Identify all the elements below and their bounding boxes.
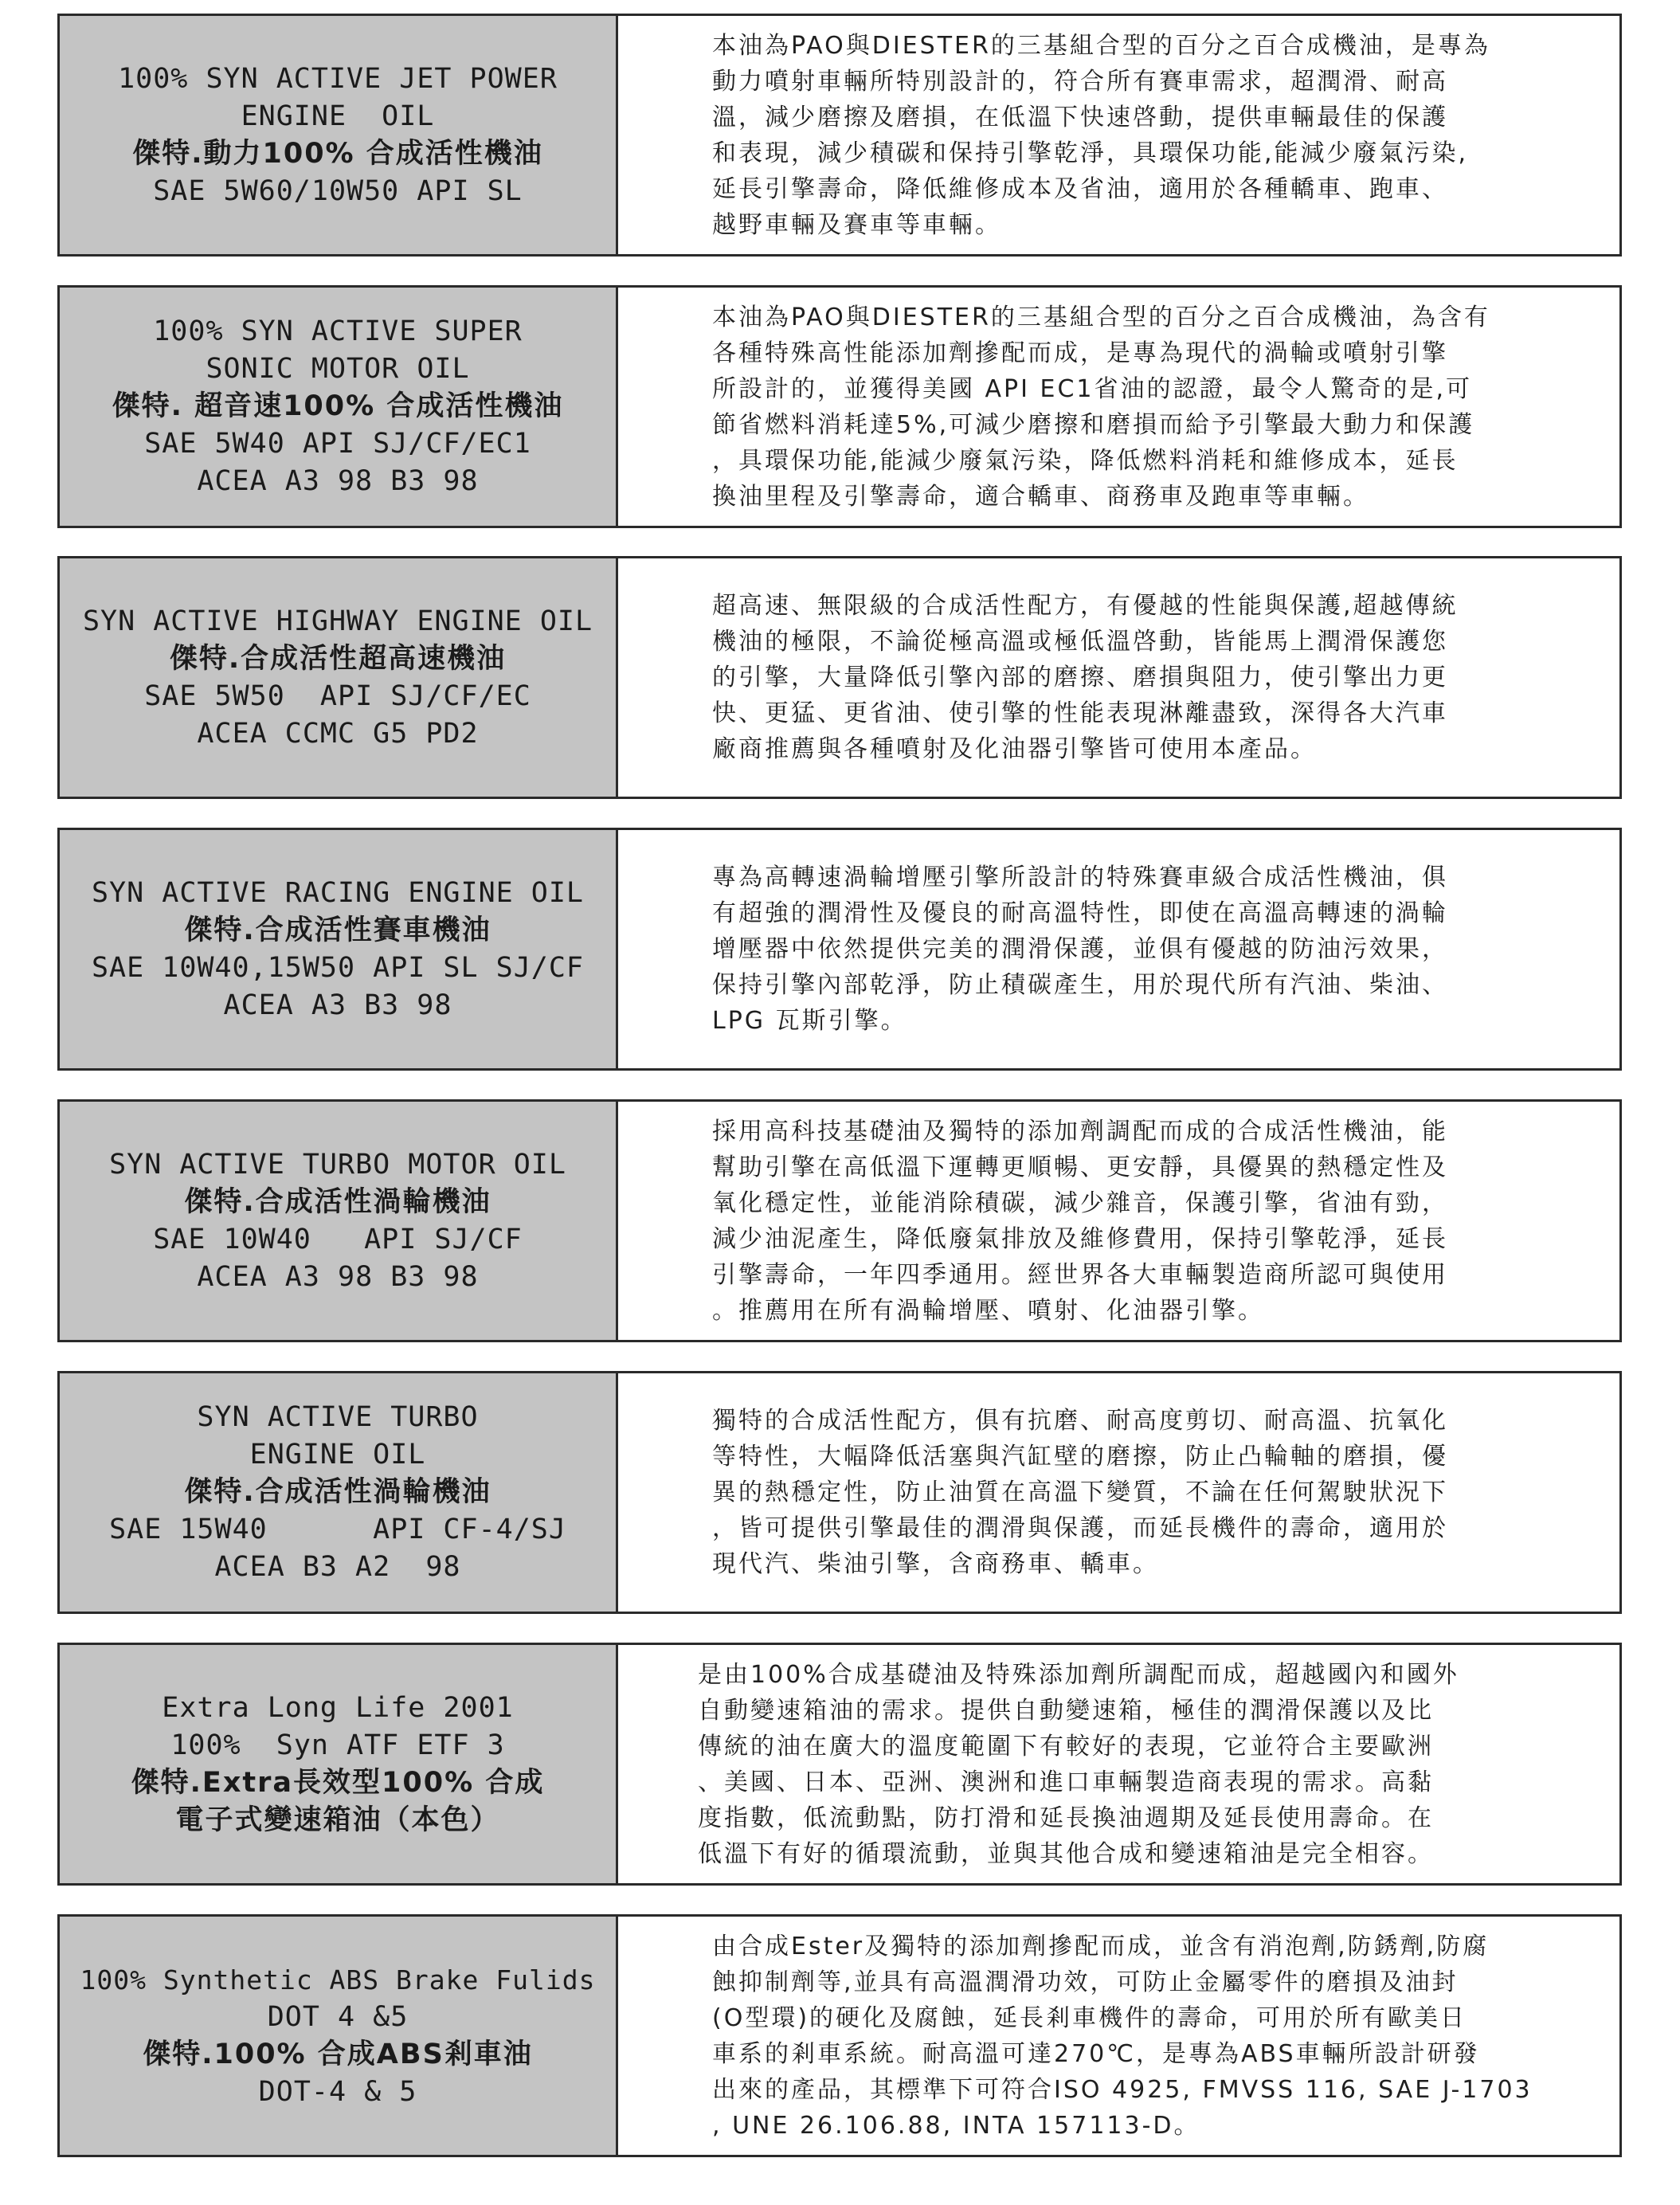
description-line: 度指數，低流動點，防打滑和延長換油週期及延長使用壽命。在 [698,1804,1434,1832]
product-description-panel [618,558,1619,797]
description-line: 減少油泥產生，降低廢氣排放及維修費用，保持引擎乾淨，延長 [712,1224,1448,1253]
product-name-line: 傑特.合成活性賽車機油 [184,914,491,946]
product-name-panel [60,1102,618,1340]
description-line: (O型環)的硬化及腐蝕，延長剎車機件的壽命，可用於所有歐美日 [712,2003,1467,2032]
product-card-jet-power [57,14,1622,257]
description-line: 動力噴射車輛所特別設計的，符合所有賽車需求，超潤滑、耐高 [712,67,1448,96]
product-card-super-sonic [57,285,1622,528]
description-line: 超高速、無限級的合成活性配方，有優越的性能與保護,超越傳統 [712,592,1459,620]
product-name-line: 電子式變速箱油（本色） [175,1804,500,1836]
description-line: 機油的極限，不論從極高溫或極低溫啓動，皆能馬上潤滑保護您 [712,628,1448,656]
product-name-panel [60,1917,618,2155]
description-line: 採用高科技基礎油及獨特的添加劑調配而成的合成活性機油，能 [712,1117,1448,1146]
product-name-line: ACEA A3 98 B3 98 [197,1260,479,1293]
description-line: 快、更猛、更省油、使引擎的性能表現淋離盡致，深得各大汽車 [712,699,1448,727]
description-line: 引擎壽命，一年四季通用。經世界各大車輛製造商所認可與使用 [712,1260,1448,1289]
product-description-panel [618,288,1619,526]
product-name [118,61,558,210]
product-description-panel [618,1373,1619,1612]
description-line: 增壓器中依然提供完美的潤滑保護，並俱有優越的防油污效果， [712,935,1448,963]
product-name-line: ACEA CCMC G5 PD2 [197,717,479,750]
description-line: 自動變速箱油的需求。提供自動變速箱，極佳的潤滑保護以及比 [698,1696,1434,1725]
product-name-line: SAE 5W50 API SJ/CF/EC [144,680,531,712]
product-description [712,1929,1533,2144]
product-name-line: SONIC MOTOR OIL [206,353,470,385]
description-line: 蝕抑制劑等,並具有高溫潤滑功效，可防止金屬零件的磨損及油封 [712,1968,1459,1996]
description-line: ，具環保功能,能減少廢氣污染，降低燃料消耗和維修成本，延長 [712,446,1459,475]
product-description-panel [618,16,1619,254]
product-name-panel [60,830,618,1068]
description-line: LPG 瓦斯引擎。 [712,1007,907,1035]
product-description [698,1657,1459,1872]
description-line: 和表現，減少積碳和保持引擎乾淨，具環保功能,能減少廢氣污染, [712,139,1469,167]
product-card-highway [57,556,1622,799]
description-line: 異的熱穩定性，防止油質在高溫下變質，不論在任何駕駛狀況下 [712,1478,1448,1506]
description-line: 越野車輛及賽車等車輛。 [712,210,1001,239]
description-line: 的引擎，大量降低引擎內部的磨擦、磨損與阻力，使引擎出力更 [712,664,1448,691]
product-name [92,875,584,1024]
description-line: 獨特的合成活性配方，俱有抗磨、耐高度剪切、耐高溫、抗氧化 [712,1407,1448,1435]
product-name-panel [60,288,618,526]
product-description [712,28,1490,243]
product-name-line: ACEA A3 B3 98 [223,989,452,1021]
description-line: 專為高轉速渦輪增壓引擎所設計的特殊賽車級合成活性機油，俱 [712,864,1448,891]
description-line: 各種特殊高性能添加劑摻配而成，是專為現代的渦輪或噴射引擎 [712,339,1448,367]
product-name-line: 傑特.Extra長效型100% 合成 [131,1766,545,1799]
product-description [712,1114,1448,1329]
product-name-line: SAE 15W40 API CF-4/SJ [109,1514,566,1545]
description-line: 保持引擎內部乾淨，防止積碳產生，用於現代所有汽油、柴油、 [712,971,1448,999]
description-line: ，皆可提供引擎最佳的潤滑與保護，而延長機件的壽命，適用於 [712,1514,1448,1542]
product-name-line: SYN ACTIVE HIGHWAY ENGINE OIL [82,605,593,637]
product-description [712,1403,1448,1582]
description-line: 幫助引擎在高低溫下運轉更順暢、更安靜，具優異的熱穩定性及 [712,1153,1448,1181]
product-name-line: SYN ACTIVE TURBO [197,1401,479,1433]
description-line: 傳統的油在廣大的溫度範圍下有較好的表現，它並符合主要歐洲 [698,1732,1434,1760]
product-name-line: ENGINE OIL [249,1439,426,1471]
product-description-panel [618,1645,1619,1883]
product-name-line: 傑特. 超音速100% 合成活性機油 [112,390,564,422]
product-description [712,860,1448,1039]
product-name-panel [60,1373,618,1612]
product-name [109,1146,566,1296]
product-name-line: 傑特.動力100% 合成活性機油 [132,137,543,170]
product-name-line: Extra Long Life 2001 [162,1691,514,1724]
product-name [112,313,564,500]
product-name-line: ACEA B3 A2 98 [214,1551,461,1583]
product-card-turbo-engine [57,1371,1622,1614]
description-line: 本油為PAO與DIESTER的三基組合型的百分之百合成機油，為含有 [712,303,1490,331]
description-line: 換油里程及引擎壽命，適合轎車、商務車及跑車等車輛。 [712,482,1369,511]
product-name-line: 100% SYN ACTIVE JET POWER [118,62,558,95]
product-name-panel [60,558,618,797]
product-name-line: ENGINE OIL [241,100,435,132]
product-name-line: 傑特.合成活性超高速機油 [169,642,507,675]
product-name-panel [60,1645,618,1883]
product-name-line: DOT 4 &5 [267,2000,409,2033]
product-name-line: 100% Synthetic ABS Brake Fulids [80,1964,596,1995]
description-line: 廠商推薦與各種噴射及化油器引擎皆可使用本產品。 [712,735,1317,763]
product-description [712,300,1490,515]
description-line: 由合成Ester及獨特的添加劑摻配而成，並含有消泡劑,防銹劑,防腐 [712,1932,1490,1960]
product-description [712,588,1459,767]
description-line: 本油為PAO與DIESTER的三基組合型的百分之百合成機油，是專為 [712,31,1490,60]
description-line: , UNE 26.106.88, INTA 157113-D。 [712,2111,1200,2140]
product-card-atf [57,1643,1622,1886]
product-name-line: SAE 10W40 API SJ/CF [153,1223,523,1255]
product-name-line: 傑特.合成活性渦輪機油 [184,1185,491,1218]
product-name [131,1690,545,1839]
product-name-line: SYN ACTIVE TURBO MOTOR OIL [109,1148,566,1181]
product-name-line: 100% Syn ATF ETF 3 [170,1729,505,1761]
product-name-line: SAE 5W40 API SJ/CF/EC1 [144,428,531,460]
description-line: 氧化穩定性，並能消除積碳，減少雜音，保護引擎，省油有勁， [712,1189,1448,1217]
product-description-panel [618,1102,1619,1340]
product-name-line: SAE 5W60/10W50 API SL [153,174,523,207]
description-line: 。推薦用在所有渦輪增壓、噴射、化油器引擎。 [712,1296,1264,1325]
description-line: 車系的剎車系統。耐高溫可達270℃，是專為ABS車輛所設計研發 [712,2039,1480,2068]
description-line: 延長引擎壽命，降低維修成本及省油，適用於各種轎車、跑車、 [712,174,1448,203]
description-line: 等特性，大幅降低活塞與汽缸壁的磨擦，防止凸輪軸的磨損，優 [712,1443,1448,1471]
description-line: 溫，減少磨擦及磨損，在低溫下快速啓動，提供車輛最佳的保護 [712,103,1448,131]
product-description-panel [618,830,1619,1068]
product-card-turbo-motor [57,1099,1622,1342]
product-name [80,1961,596,2111]
product-name [109,1399,566,1586]
description-line: 是由100%合成基礎油及特殊添加劑所調配而成，超越國內和國外 [698,1660,1459,1689]
product-name [83,603,593,753]
product-name-panel [60,16,618,254]
product-name-line: 傑特.合成活性渦輪機油 [184,1476,491,1508]
product-name-line: 100% SYN ACTIVE SUPER [153,315,523,347]
product-description-panel [618,1917,1619,2155]
description-line: 出來的產品，其標準下可符合ISO 4925, FMVSS 116, SAE J-1703 [712,2075,1533,2104]
description-line: 所設計的，並獲得美國 API EC1省油的認證，最令人驚奇的是,可 [712,374,1473,403]
product-card-racing [57,828,1622,1071]
description-line: 有超強的潤滑性及優良的耐高溫特性，即使在高溫高轉速的渦輪 [712,899,1448,927]
product-name-line: SAE 10W40,15W50 API SL SJ/CF [91,951,584,984]
product-name-line: ACEA A3 98 B3 98 [197,465,479,497]
product-name-line: 傑特.100% 合成ABS剎車油 [143,2038,533,2070]
description-line: 節省燃料消耗達5%,可減少磨擦和磨損而給予引擎最大動力和保護 [712,410,1475,439]
description-line: 現代汽、柴油引擎，含商務車、轎車。 [712,1550,1159,1578]
description-line: 、美國、日本、亞洲、澳洲和進口車輛製造商表現的需求。高黏 [698,1768,1434,1796]
description-line: 低溫下有好的循環流動，並與其他合成和變速箱油是完全相容。 [698,1839,1434,1868]
product-card-brake-fluid [57,1914,1622,2157]
product-name-line: SYN ACTIVE RACING ENGINE OIL [91,876,584,909]
product-name-line: DOT-4 & 5 [258,2075,417,2108]
